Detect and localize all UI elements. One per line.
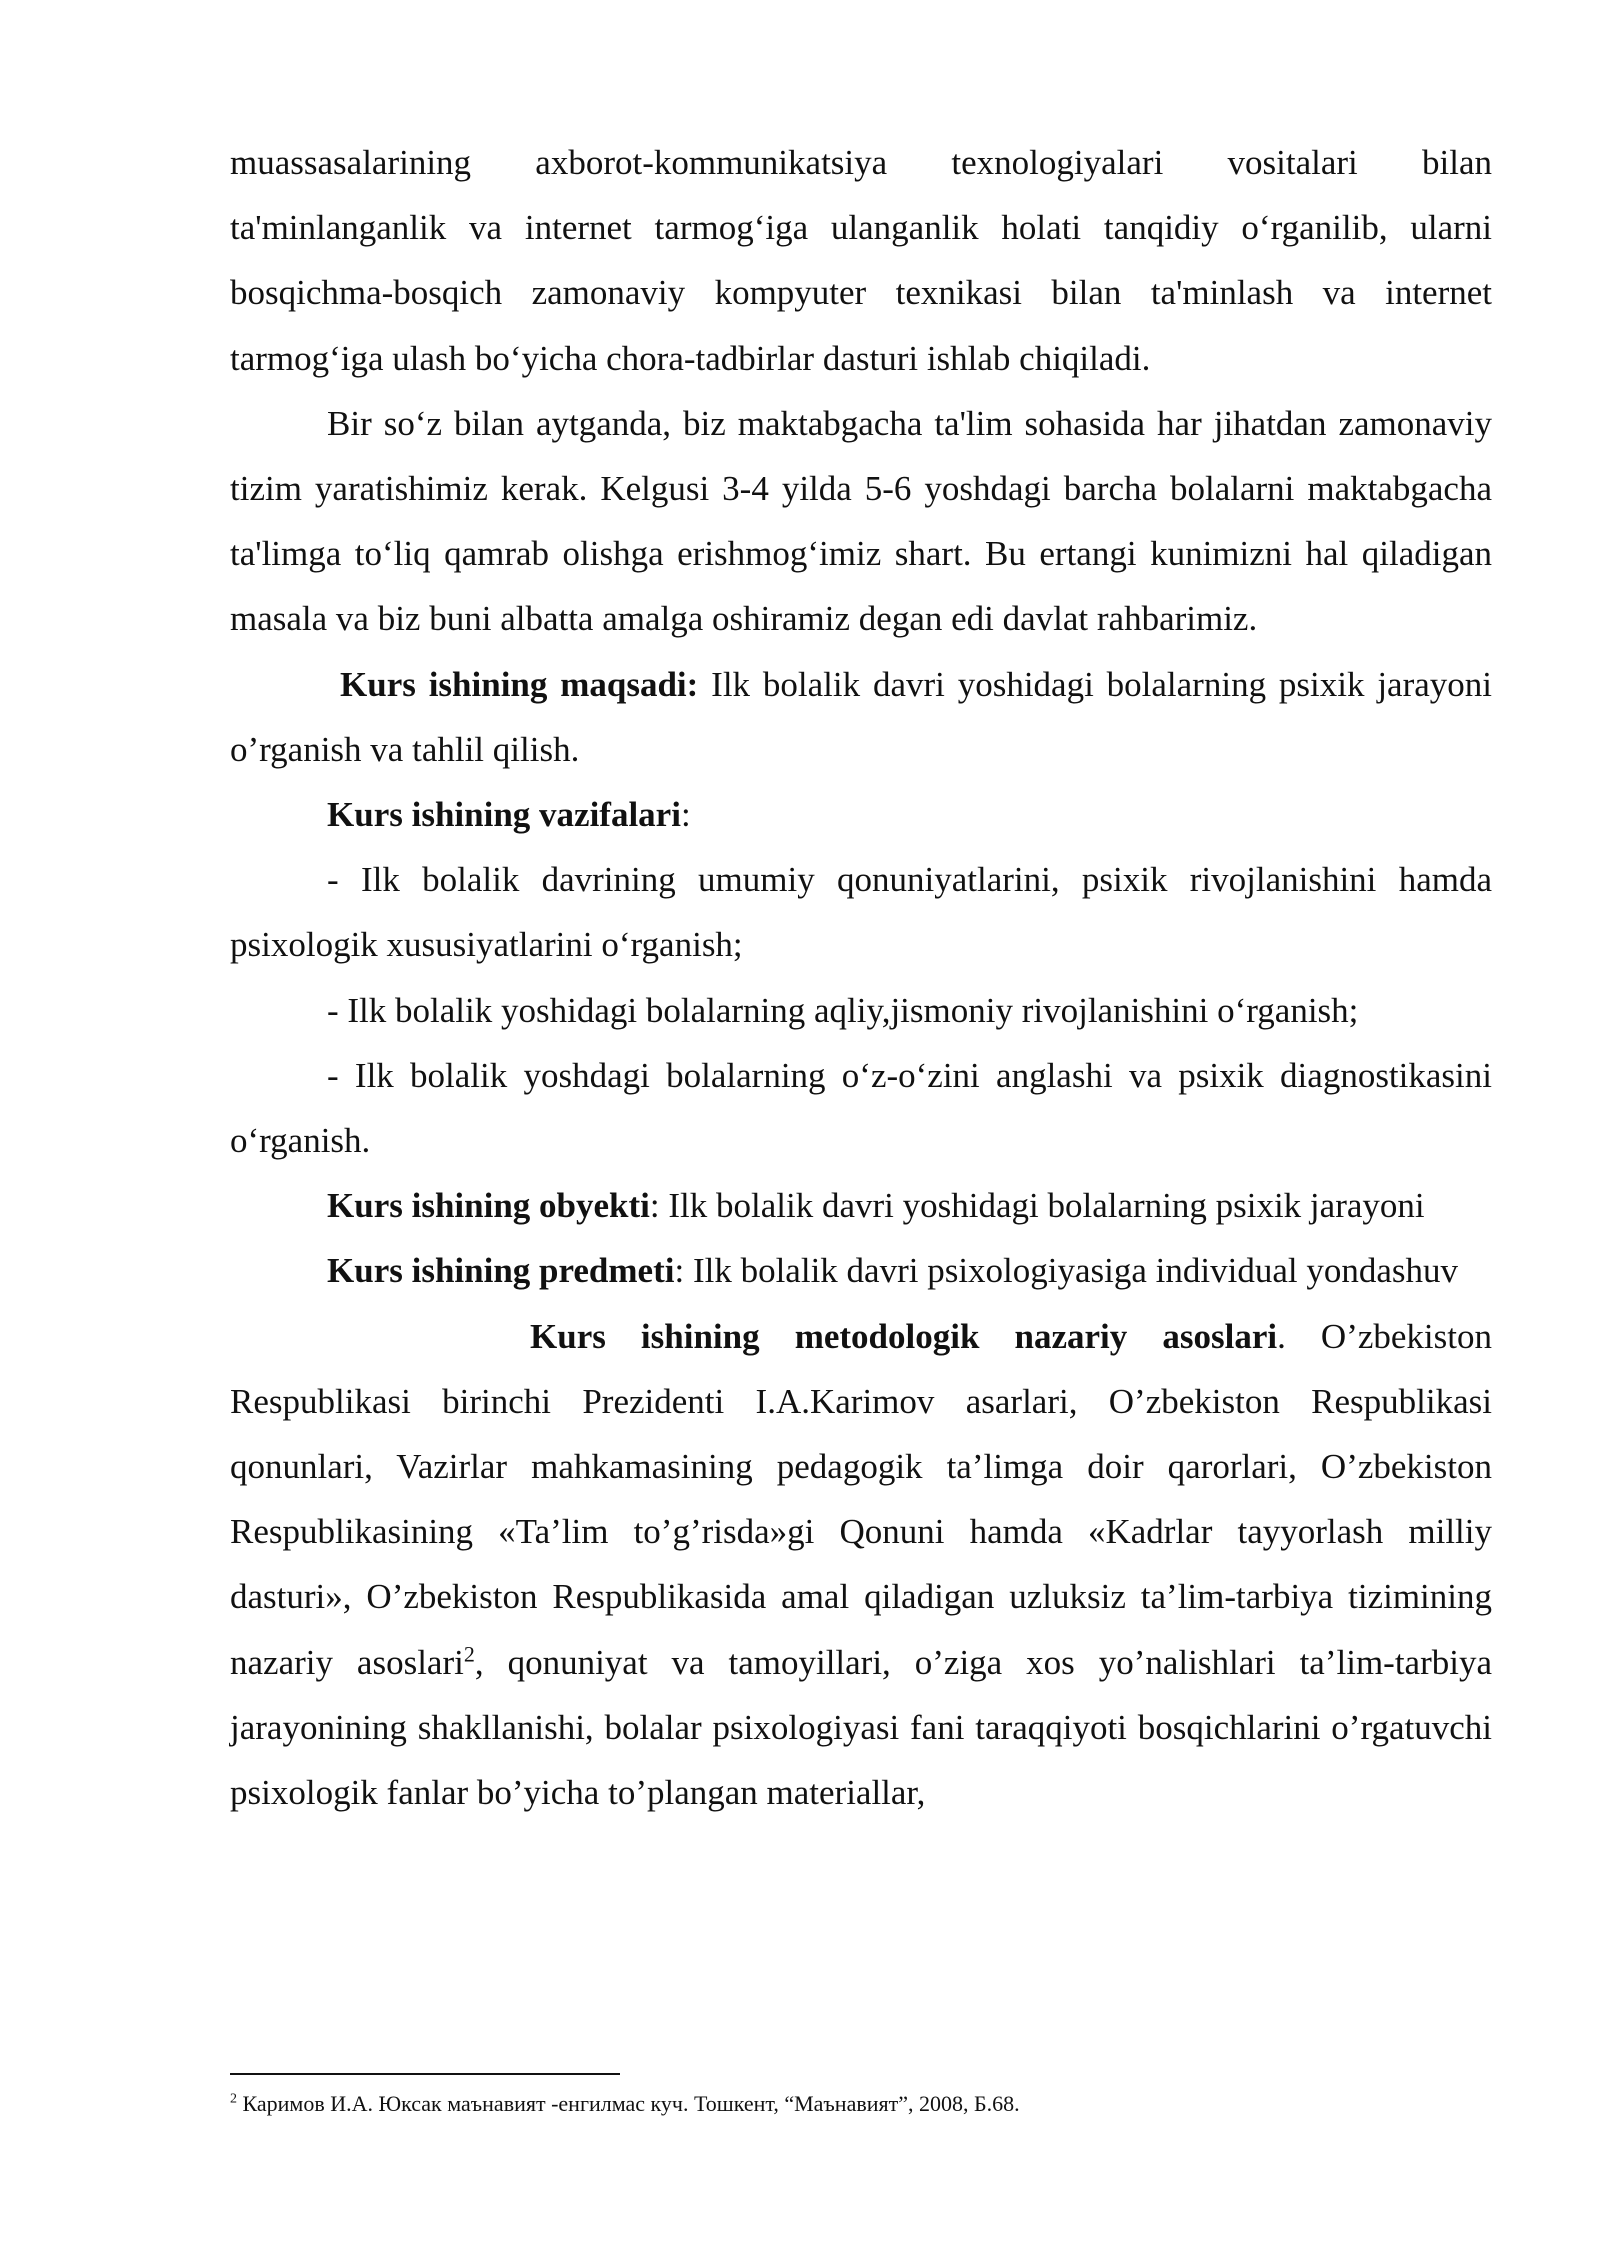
paragraph-quote: Bir so‘z bilan aytganda, biz maktabgacha ta'lim sohasida har jihatdan zamonaviy tizim yaratishimiz kerak. Kelgusi 3-4 yilda 5-6 yoshdagi barcha bolalarni maktabgacha ta'limga to‘liq qamrab olishga erishmog‘imiz shart. Bu ertangi kunimizni hal qiladigan masala va biz buni albatta amalga oshiramiz degan edi davlat rahbarimiz.	[230, 403, 1492, 639]
methodology-text-b: , qonuniyat va tamoyillari, o’ziga xos yo’nalishlari ta’lim-tarbiya jarayonining shakllanishi, bolalar psixologiyasi fani taraqqiyoti bosqichlarini o’rgatuvchi psixologik fanlar bo’yicha to’plangan materiallar,	[230, 1642, 1492, 1813]
footnote-number: 2	[230, 2091, 237, 2107]
task-item-2: - Ilk bolalik yoshidagi bolalarning aqliy,jismoniy rivojlanishini o‘rganish;	[327, 990, 1359, 1030]
footnote-text: Каримов И.А. Юксак маънавият -енгилмас куч. Тошкент, “Маънавият”, 2008, Б.68.	[237, 2091, 1020, 2116]
document-body	[230, 130, 1492, 1825]
subject-heading: Kurs ishining predmeti	[327, 1251, 675, 1291]
paragraph-subject	[230, 1238, 1492, 1303]
tasks-heading: Kurs ishining vazifalari	[327, 795, 681, 835]
footnote	[230, 2090, 1492, 2118]
paragraph-tasks-heading	[230, 782, 1492, 847]
object-heading: Kurs ishining obyekti	[327, 1186, 650, 1226]
goal-text: Ilk bolalik davri yoshidagi bolalarning psixik jarayoni o’rganish va tahlil qilish.	[230, 664, 1493, 769]
tasks-colon: :	[680, 795, 691, 835]
paragraph-intro: muassasalarining axborot-kommunikatsiya texnologiyalari vositalari bilan ta'minlanganlik va internet tarmog‘iga ulanganlik holati tanqidiy o‘rganilib, ularni bosqichma-bosqich zamonaviy kompyuter texnikasi bilan ta'minlash va internet tarmog‘iga ulash bo‘yicha chora-tadbirlar dasturi ishlab chiqiladi.	[230, 143, 1492, 378]
footnote-separator	[230, 2073, 620, 2075]
task-item-1: - Ilk bolalik davrining umumiy qonuniyatlarini, psixik rivojlanishini hamda psixologik xususiyatlarini o‘rganish;	[230, 860, 1492, 965]
methodology-text-a: . O’zbekiston Respublikasi birinchi Prezidenti I.A.Karimov asarlari, O’zbekiston Respublikasi qonunlari, Vazirlar mahkamasining pedagogik ta’limga doir qarorlari, O’zbekiston Respublikasining «Ta’lim to’g’risda»gi Qonuni hamda «Kadrlar tayyorlash milliy dasturi», O’zbekiston Respublikasida amal qiladigan uzluksiz ta’lim-tarbiya tizimining nazariy asoslari	[230, 1316, 1492, 1682]
object-text: : Ilk bolalik davri yoshidagi bolalarning psixik jarayoni	[649, 1186, 1425, 1226]
paragraph-goal	[230, 652, 1492, 782]
footnote-reference[interactable]: 2	[463, 1641, 475, 1667]
paragraph-methodology	[230, 1304, 1492, 1826]
methodology-heading: Kurs ishining metodologik nazariy asoslari	[530, 1316, 1278, 1356]
task-item-3: - Ilk bolalik yoshdagi bolalarning o‘z-o‘zini anglashi va psixik diagnostikasini o‘rganish.	[230, 1055, 1492, 1161]
subject-text: : Ilk bolalik davri psixologiyasiga individual yondashuv	[674, 1251, 1459, 1291]
goal-heading: Kurs ishining maqsadi:	[340, 664, 699, 704]
paragraph-object	[230, 1173, 1492, 1238]
